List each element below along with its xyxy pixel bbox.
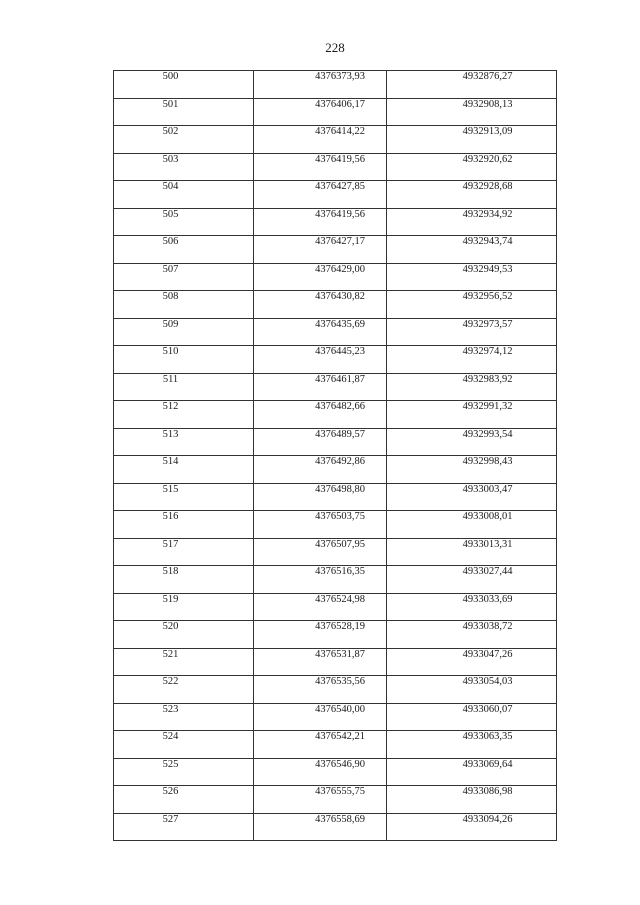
point-number-cell — [114, 126, 254, 154]
y-coordinate-cell — [387, 291, 557, 319]
x-coordinate-cell — [254, 71, 387, 99]
x-coordinate-cell-value: 4376461,87 — [315, 373, 365, 385]
x-coordinate-cell-value: 4376427,85 — [315, 181, 365, 192]
y-coordinate-cell-value: 4933038,72 — [462, 621, 513, 632]
y-coordinate-cell — [387, 511, 557, 539]
y-coordinate-cell — [387, 731, 557, 759]
x-coordinate-cell-value: 4376507,95 — [315, 538, 365, 550]
point-number-cell — [114, 676, 254, 704]
point-number-cell-value: 502 — [162, 126, 179, 137]
x-coordinate-cell — [254, 126, 387, 154]
y-coordinate-cell-value: 4932876,27 — [462, 71, 513, 82]
point-number-cell — [114, 71, 254, 99]
point-number-cell-value: 507 — [162, 263, 179, 275]
point-number-cell — [114, 263, 254, 291]
x-coordinate-cell-value: 4376427,17 — [315, 236, 365, 247]
y-coordinate-cell — [387, 181, 557, 209]
y-coordinate-cell — [387, 703, 557, 731]
y-coordinate-cell-value: 4932956,52 — [462, 291, 513, 302]
y-coordinate-cell — [387, 98, 557, 126]
table-row — [114, 703, 557, 731]
table-row — [114, 346, 557, 374]
table-row — [114, 428, 557, 456]
coordinates-table-body — [114, 71, 557, 841]
table-row — [114, 456, 557, 484]
page-number: 228 — [325, 40, 345, 55]
x-coordinate-cell — [254, 731, 387, 759]
point-number-cell — [114, 456, 254, 484]
x-coordinate-cell-value: 4376540,00 — [315, 703, 365, 715]
table-row — [114, 538, 557, 566]
y-coordinate-cell — [387, 428, 557, 456]
table-row — [114, 401, 557, 429]
table-row — [114, 676, 557, 704]
y-coordinate-cell-value: 4932973,57 — [462, 318, 513, 330]
x-coordinate-cell-value: 4376555,75 — [315, 786, 365, 797]
x-coordinate-cell — [254, 401, 387, 429]
x-coordinate-cell — [254, 483, 387, 511]
table-row — [114, 813, 557, 841]
x-coordinate-cell-value: 4376435,69 — [315, 318, 365, 330]
table-row — [114, 208, 557, 236]
x-coordinate-cell-value: 4376489,57 — [315, 428, 365, 440]
y-coordinate-cell — [387, 126, 557, 154]
table-row — [114, 373, 557, 401]
point-number-cell-value: 522 — [162, 676, 179, 687]
x-coordinate-cell-value: 4376498,80 — [315, 483, 365, 495]
point-number-cell-value: 526 — [162, 786, 179, 797]
y-coordinate-cell — [387, 263, 557, 291]
y-coordinate-cell-value: 4932934,92 — [462, 208, 513, 220]
table-row — [114, 126, 557, 154]
point-number-cell-value: 524 — [162, 731, 179, 742]
x-coordinate-cell — [254, 208, 387, 236]
x-coordinate-cell — [254, 236, 387, 264]
y-coordinate-cell — [387, 373, 557, 401]
x-coordinate-cell — [254, 566, 387, 594]
point-number-cell-value: 500 — [162, 71, 179, 82]
y-coordinate-cell — [387, 593, 557, 621]
y-coordinate-cell — [387, 236, 557, 264]
y-coordinate-cell — [387, 648, 557, 676]
x-coordinate-cell — [254, 373, 387, 401]
x-coordinate-cell-value: 4376445,23 — [315, 346, 365, 357]
y-coordinate-cell-value: 4932920,62 — [462, 153, 513, 165]
x-coordinate-cell-value: 4376430,82 — [315, 291, 365, 302]
y-coordinate-cell — [387, 346, 557, 374]
point-number-cell — [114, 401, 254, 429]
point-number-cell — [114, 621, 254, 649]
point-number-cell — [114, 511, 254, 539]
table-row — [114, 263, 557, 291]
point-number-cell-value: 511 — [162, 373, 179, 385]
x-coordinate-cell — [254, 676, 387, 704]
point-number-cell — [114, 428, 254, 456]
point-number-cell-value: 527 — [162, 813, 179, 825]
y-coordinate-cell-value: 4932908,13 — [462, 98, 513, 110]
y-coordinate-cell-value: 4933094,26 — [462, 813, 513, 825]
y-coordinate-cell-value: 4932913,09 — [462, 126, 513, 137]
point-number-cell — [114, 538, 254, 566]
y-coordinate-cell — [387, 813, 557, 841]
point-number-cell — [114, 786, 254, 814]
table-row — [114, 511, 557, 539]
x-coordinate-cell-value: 4376542,21 — [315, 731, 365, 742]
x-coordinate-cell — [254, 786, 387, 814]
x-coordinate-cell — [254, 456, 387, 484]
point-number-cell — [114, 153, 254, 181]
y-coordinate-cell — [387, 758, 557, 786]
x-coordinate-cell-value: 4376419,56 — [315, 208, 365, 220]
x-coordinate-cell — [254, 593, 387, 621]
y-coordinate-cell-value: 4933054,03 — [462, 676, 513, 687]
y-coordinate-cell-value: 4932983,92 — [462, 373, 513, 385]
table-row — [114, 153, 557, 181]
point-number-cell — [114, 346, 254, 374]
table-row — [114, 291, 557, 319]
y-coordinate-cell — [387, 153, 557, 181]
x-coordinate-cell-value: 4376558,69 — [315, 813, 365, 825]
table-row — [114, 648, 557, 676]
x-coordinate-cell — [254, 263, 387, 291]
y-coordinate-cell — [387, 318, 557, 346]
table-row — [114, 786, 557, 814]
point-number-cell-value: 506 — [162, 236, 179, 247]
point-number-cell — [114, 731, 254, 759]
x-coordinate-cell — [254, 703, 387, 731]
x-coordinate-cell-value: 4376429,00 — [315, 263, 365, 275]
y-coordinate-cell-value: 4932998,43 — [462, 456, 513, 467]
y-coordinate-cell-value: 4933060,07 — [462, 703, 513, 715]
y-coordinate-cell-value: 4933063,35 — [462, 731, 513, 742]
y-coordinate-cell — [387, 566, 557, 594]
x-coordinate-cell — [254, 621, 387, 649]
point-number-cell-value: 509 — [162, 318, 179, 330]
point-number-cell — [114, 318, 254, 346]
y-coordinate-cell — [387, 483, 557, 511]
point-number-cell — [114, 703, 254, 731]
y-coordinate-cell — [387, 71, 557, 99]
point-number-cell-value: 517 — [162, 538, 179, 550]
y-coordinate-cell-value: 4933033,69 — [462, 593, 513, 605]
x-coordinate-cell — [254, 428, 387, 456]
point-number-cell-value: 518 — [162, 566, 179, 577]
x-coordinate-cell-value: 4376546,90 — [315, 758, 365, 770]
x-coordinate-cell — [254, 291, 387, 319]
x-coordinate-cell-value: 4376414,22 — [315, 126, 365, 137]
point-number-cell — [114, 236, 254, 264]
y-coordinate-cell-value: 4932943,74 — [462, 236, 513, 247]
x-coordinate-cell-value: 4376492,86 — [315, 456, 365, 467]
point-number-cell-value: 520 — [162, 621, 179, 632]
x-coordinate-cell — [254, 346, 387, 374]
x-coordinate-cell — [254, 813, 387, 841]
y-coordinate-cell — [387, 538, 557, 566]
y-coordinate-cell-value: 4932974,12 — [462, 346, 513, 357]
point-number-cell-value: 519 — [162, 593, 179, 605]
x-coordinate-cell-value: 4376406,17 — [315, 98, 365, 110]
x-coordinate-cell — [254, 758, 387, 786]
table-row — [114, 236, 557, 264]
point-number-cell — [114, 813, 254, 841]
table-row — [114, 731, 557, 759]
point-number-cell-value: 504 — [162, 181, 179, 192]
table-row — [114, 621, 557, 649]
point-number-cell-value: 513 — [162, 428, 179, 440]
point-number-cell — [114, 208, 254, 236]
x-coordinate-cell-value: 4376419,56 — [315, 153, 365, 165]
point-number-cell-value: 514 — [162, 456, 179, 467]
y-coordinate-cell-value: 4933086,98 — [462, 786, 513, 797]
point-number-cell-value: 508 — [162, 291, 179, 302]
x-coordinate-cell — [254, 648, 387, 676]
point-number-cell-value: 515 — [162, 483, 179, 495]
table-row — [114, 483, 557, 511]
x-coordinate-cell-value: 4376503,75 — [315, 511, 365, 522]
y-coordinate-cell — [387, 676, 557, 704]
point-number-cell — [114, 291, 254, 319]
x-coordinate-cell — [254, 181, 387, 209]
y-coordinate-cell — [387, 786, 557, 814]
y-coordinate-cell-value: 4933027,44 — [462, 566, 513, 577]
y-coordinate-cell — [387, 621, 557, 649]
point-number-cell — [114, 758, 254, 786]
x-coordinate-cell-value: 4376531,87 — [315, 648, 365, 660]
table-row — [114, 181, 557, 209]
point-number-cell — [114, 593, 254, 621]
table-row — [114, 566, 557, 594]
point-number-cell — [114, 98, 254, 126]
y-coordinate-cell-value: 4933047,26 — [462, 648, 513, 660]
y-coordinate-cell-value: 4933003,47 — [462, 483, 513, 495]
table-row — [114, 98, 557, 126]
point-number-cell-value: 505 — [162, 208, 179, 220]
point-number-cell — [114, 181, 254, 209]
y-coordinate-cell-value: 4932949,53 — [462, 263, 513, 275]
table-row — [114, 318, 557, 346]
point-number-cell-value: 523 — [162, 703, 179, 715]
x-coordinate-cell — [254, 511, 387, 539]
point-number-cell-value: 521 — [162, 648, 179, 660]
point-number-cell — [114, 373, 254, 401]
x-coordinate-cell — [254, 318, 387, 346]
coordinates-table — [113, 70, 557, 841]
table-row — [114, 758, 557, 786]
point-number-cell-value: 503 — [162, 153, 179, 165]
x-coordinate-cell — [254, 98, 387, 126]
y-coordinate-cell — [387, 456, 557, 484]
y-coordinate-cell-value: 4932993,54 — [462, 428, 513, 440]
y-coordinate-cell — [387, 208, 557, 236]
x-coordinate-cell-value: 4376528,19 — [315, 621, 365, 632]
x-coordinate-cell — [254, 153, 387, 181]
y-coordinate-cell-value: 4933013,31 — [462, 538, 513, 550]
x-coordinate-cell-value: 4376535,56 — [315, 676, 365, 687]
x-coordinate-cell-value: 4376482,66 — [315, 401, 365, 412]
x-coordinate-cell-value: 4376516,35 — [315, 566, 365, 577]
point-number-cell-value: 516 — [162, 511, 179, 522]
x-coordinate-cell — [254, 538, 387, 566]
point-number-cell-value: 510 — [162, 346, 179, 357]
x-coordinate-cell-value: 4376524,98 — [315, 593, 365, 605]
point-number-cell — [114, 648, 254, 676]
table-row — [114, 593, 557, 621]
y-coordinate-cell-value: 4933008,01 — [462, 511, 513, 522]
table-row — [114, 71, 557, 99]
point-number-cell — [114, 483, 254, 511]
x-coordinate-cell-value: 4376373,93 — [315, 71, 365, 82]
point-number-cell-value: 512 — [162, 401, 179, 412]
point-number-cell-value: 501 — [162, 98, 179, 110]
y-coordinate-cell-value: 4932928,68 — [462, 181, 513, 192]
point-number-cell-value: 525 — [162, 758, 179, 770]
point-number-cell — [114, 566, 254, 594]
y-coordinate-cell-value: 4933069,64 — [462, 758, 513, 770]
y-coordinate-cell — [387, 401, 557, 429]
y-coordinate-cell-value: 4932991,32 — [462, 401, 513, 412]
